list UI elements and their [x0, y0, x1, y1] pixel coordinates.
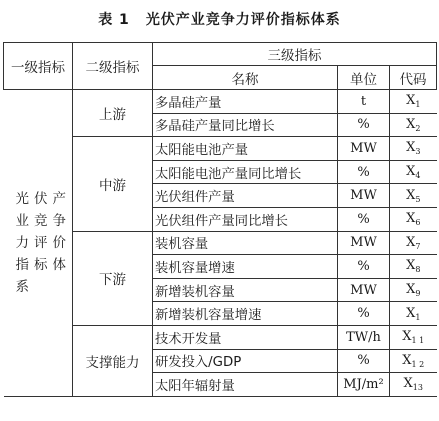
indicator-name: 技术开发量	[153, 325, 338, 349]
indicator-unit: t	[338, 90, 390, 114]
indicator-code: $X_5$	[390, 184, 437, 208]
table-body	[4, 90, 437, 397]
indicator-name: 新增装机容量增速	[153, 302, 338, 326]
header-level1: 一级指标	[4, 43, 73, 90]
indicator-code-subscript: 13	[412, 383, 423, 393]
indicator-code-subscript: 9	[415, 289, 421, 299]
table-title: 光伏产业竞争力评价指标体系	[145, 12, 341, 28]
indicator-name: 光伏组件产量同比增长	[153, 207, 338, 231]
indicator-code: $X_{1 2}$	[390, 349, 437, 373]
indicator-code: $X_1$	[390, 90, 437, 114]
indicator-unit: TW/h	[338, 325, 390, 349]
indicator-name: 装机容量	[153, 231, 338, 255]
indicator-unit: %	[338, 302, 390, 326]
header-row-1	[4, 43, 437, 66]
table-row	[4, 90, 437, 114]
indicator-code: $X_9$	[390, 278, 437, 302]
header-unit: 单位	[338, 66, 390, 90]
indicator-name: 太阳年辐射量	[153, 373, 338, 397]
indicator-unit: MW	[338, 231, 390, 255]
indicator-unit: MW	[338, 184, 390, 208]
indicator-code-subscript: 2	[415, 123, 421, 133]
indicator-name: 多晶硅产量同比增长	[153, 113, 338, 137]
indicator-code-subscript: 8	[415, 265, 421, 275]
indicator-unit: %	[338, 207, 390, 231]
indicator-name: 新增装机容量	[153, 278, 338, 302]
indicator-code: $X_{1 1}$	[390, 325, 437, 349]
indicator-unit: MJ/m²	[338, 373, 390, 397]
table-number: 表 1	[98, 12, 130, 28]
indicator-code: $X_8$	[390, 255, 437, 279]
level2-indicator: 中游	[73, 137, 153, 231]
indicator-code: $X_7$	[390, 231, 437, 255]
indicator-code: $X_3$	[390, 137, 437, 161]
indicator-code-subscript: 3	[415, 147, 421, 157]
indicator-code-subscript: 6	[415, 218, 421, 228]
indicator-unit: %	[338, 113, 390, 137]
table-caption	[0, 9, 439, 29]
indicator-name: 光伏组件产量	[153, 184, 338, 208]
indicator-table	[3, 42, 437, 397]
header-level2: 二级指标	[73, 43, 153, 90]
indicator-code: $X_6$	[390, 207, 437, 231]
indicator-code-subscript: 1 2	[411, 359, 425, 369]
header-level3: 三级指标	[153, 43, 437, 66]
indicator-name: 太阳能电池产量同比增长	[153, 160, 338, 184]
indicator-code: $X_4$	[390, 160, 437, 184]
level2-indicator: 上游	[73, 90, 153, 137]
indicator-unit: MW	[338, 278, 390, 302]
indicator-name: 太阳能电池产量	[153, 137, 338, 161]
indicator-code-subscript: 7	[415, 241, 421, 251]
indicator-code: $X_1$	[390, 302, 437, 326]
indicator-name: 多晶硅产量	[153, 90, 338, 114]
indicator-name: 研发投入/GDP	[153, 349, 338, 373]
header-code: 代码	[390, 66, 437, 90]
indicator-unit: MW	[338, 137, 390, 161]
indicator-code-subscript: 5	[415, 194, 421, 204]
indicator-code-subscript: 4	[415, 171, 421, 181]
indicator-code-subscript: 1	[415, 312, 421, 322]
indicator-unit: %	[338, 255, 390, 279]
header-name: 名称	[153, 66, 338, 90]
level1-indicator-text: 光伏产业竞争力评价指标体系	[15, 190, 71, 295]
indicator-code: $X_2$	[390, 113, 437, 137]
level2-indicator: 支撑能力	[73, 325, 153, 396]
indicator-name: 装机容量增速	[153, 255, 338, 279]
indicator-code-subscript: 1	[415, 100, 421, 110]
indicator-unit: %	[338, 160, 390, 184]
indicator-code: $X_{13}$	[390, 373, 437, 397]
indicator-unit: %	[338, 349, 390, 373]
indicator-code-subscript: 1 1	[411, 336, 425, 346]
level1-indicator	[4, 90, 73, 397]
level2-indicator: 下游	[73, 231, 153, 325]
